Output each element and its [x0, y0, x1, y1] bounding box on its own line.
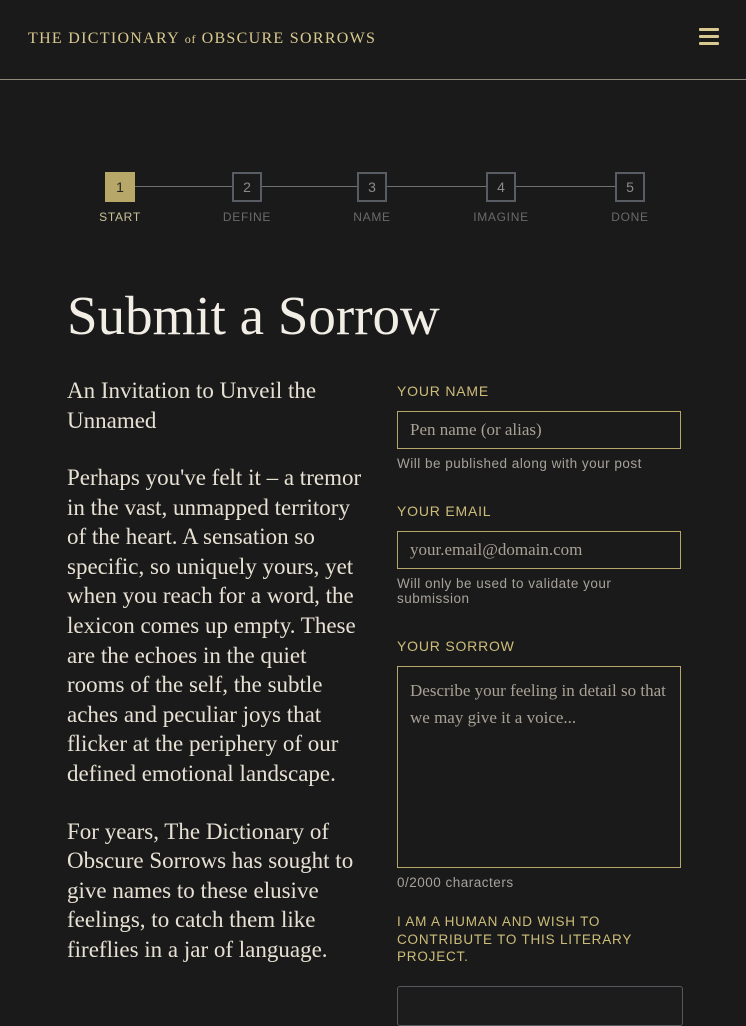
hamburger-menu-icon[interactable] [698, 28, 720, 48]
step-done [590, 172, 670, 224]
name-input[interactable] [397, 411, 681, 449]
step-start [80, 172, 160, 224]
intro-text [67, 376, 367, 965]
step-number-box: 2 [232, 172, 262, 202]
step-name [332, 172, 412, 224]
email-input[interactable] [397, 531, 681, 569]
brand-text-of: of [184, 32, 197, 46]
intro-paragraph: For years, The Dictionary of Obscure Sorrows has sought to give names to these elusive feelings, to catch them like fireflies in a jar of language. [67, 818, 354, 962]
page-title: Submit a Sorrow [67, 285, 440, 346]
consent-label: I AM A HUMAN AND WISH TO CONTRIBUTE TO THIS LITERARY PROJECT. [397, 914, 632, 964]
progress-stepper [0, 168, 746, 238]
intro-heading: An Invitation to Unveil the Unnamed [67, 378, 317, 433]
step-number-box: 1 [105, 172, 135, 202]
step-label: DONE [611, 210, 649, 224]
step-label: NAME [353, 210, 391, 224]
step-number-box: 5 [615, 172, 645, 202]
step-number-box: 3 [357, 172, 387, 202]
intro-paragraph: Perhaps you've felt it – a tremor in the vast, unmapped territory of the heart. A sensation so specific, so uniquely yours, yet when you reach for a word, the lexicon comes up empty. These are the echoes in the quiet rooms of the self, the subtle aches and peculiar joys that flicker at the periphery of our defined emotional landscape. [67, 465, 362, 786]
site-header [0, 0, 746, 80]
step-define [207, 172, 287, 224]
sorrow-label: YOUR SORROW [397, 638, 515, 654]
menu-bar [699, 35, 719, 38]
step-label: IMAGINE [473, 210, 529, 224]
email-hint: Will only be used to validate your submission [397, 576, 612, 606]
step-label: DEFINE [222, 210, 272, 224]
menu-bar [699, 42, 719, 45]
name-label: YOUR NAME [397, 383, 489, 399]
step-imagine [461, 172, 541, 224]
step-number-box: 4 [486, 172, 516, 202]
brand-text-part2: OBSCURE SORROWS [201, 30, 377, 47]
email-label: YOUR EMAIL [397, 503, 492, 519]
sorrow-textarea[interactable] [397, 666, 681, 868]
character-counter: 0/2000 characters [397, 875, 514, 890]
brand-text-part1: THE DICTIONARY [28, 30, 180, 47]
name-hint: Will be published along with your post [397, 456, 642, 471]
step-label: START [99, 210, 141, 224]
consent-input-box[interactable] [397, 986, 683, 1026]
site-brand[interactable] [28, 30, 376, 48]
menu-bar [699, 28, 719, 31]
